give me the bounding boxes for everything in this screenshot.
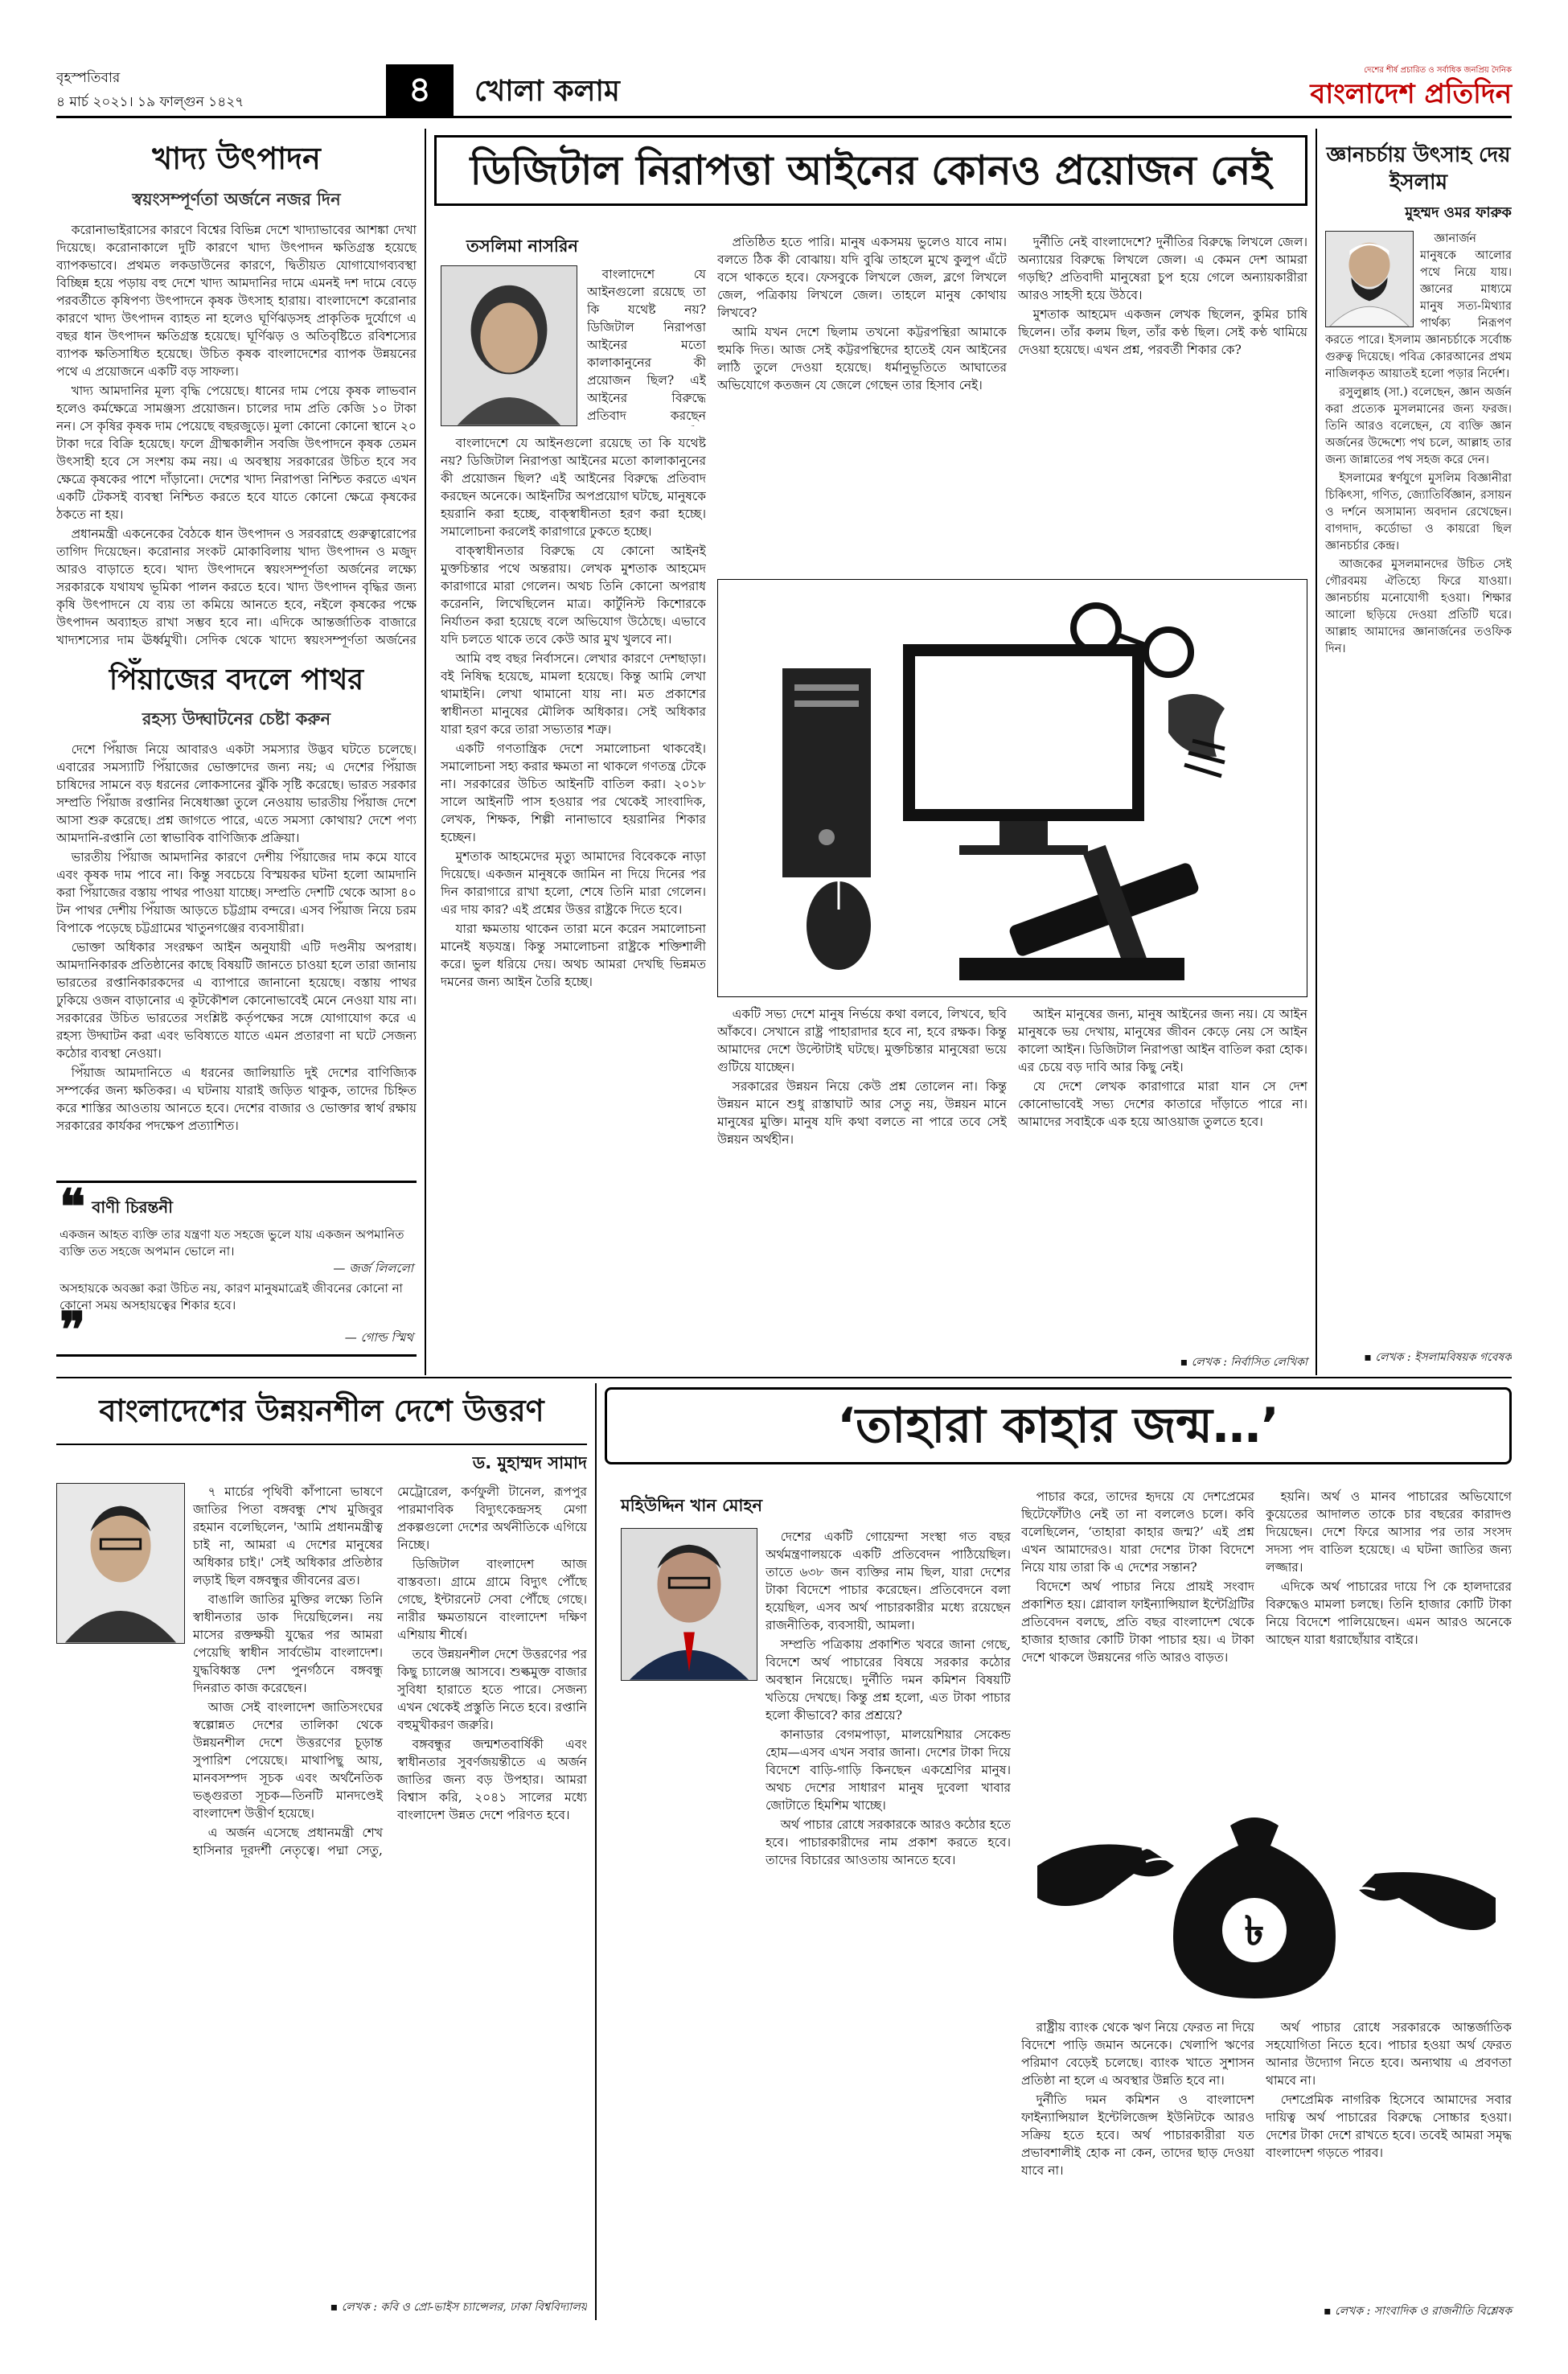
mohin-para: বিদেশে অর্থ পাচার নিয়ে প্রায়ই সংবাদ প্রকাশিত হয়। গ্লোবাল ফাইন্যান্সিয়াল ইন্টেগ্রিটির প্রতিবেদন বলছে, প্রতি বছর বাংলাদেশ থেকে হাজার হাজার কোটি টাকা পাচার হয়। এ টাকা দেশে থাকলে উন্নয়নের গতি আরও বাড়ত। xyxy=(1021,1579,1254,1665)
main-para: আইন মানুষের জন্য, মানুষ আইনের জন্য নয়। যে আইন মানুষকে ভয় দেখায়, মানুষের জীবন কেড়ে নেয় সে আইন কালো আইন। ডিজিটাল নিরাপত্তা আইন বাতিল করা হোক। এর চেয়ে বড় দাবি আর কিছু নেই। xyxy=(1018,1007,1307,1074)
main-col-3-bottom xyxy=(1018,1005,1307,1343)
bd-para: তবে উন্নয়নশীল দেশে উত্তরণের পর কিছু চ্যালেঞ্জ আসবে। শুল্কমুক্ত বাজার সুবিধা হারাতে হতে পারে। সেজন্য এখন থেকেই প্রস্তুতি নিতে হবে। রপ্তানি বহুমুখীকরণ জরুরি। xyxy=(397,1647,587,1732)
illustration-digital-law xyxy=(717,579,1307,997)
brand-name: বাংলাদেশ প্রতিদিন xyxy=(1310,78,1512,110)
islam-para: ইসলামের স্বর্ণযুগে মুসলিম বিজ্ঞানীরা চিকিৎসা, গণিত, জ্যোতির্বিজ্ঞান, রসায়ন ও দর্শনে অসামান্য অবদান রেখেছেন। বাগদাদ, কর্ডোভা ও কায়রো ছিল জ্ঞানচর্চার কেন্দ্র। xyxy=(1325,472,1512,552)
food-subtitle: স্বয়ংসম্পূর্ণতা অর্জনে নজর দিন xyxy=(132,190,341,209)
quote-2: অসহায়কে অবজ্ঞা করা উচিত নয়, কারণ মানুষমাত্রেই জীবনের কোনো না কোনো সময় অসহায়ত্বের শিকার হবে। xyxy=(60,1281,403,1312)
bd-para: আজ সেই বাংলাদেশ জাতিসংঘের স্বল্পোন্নত দেশের তালিকা থেকে উন্নয়নশীল দেশে উত্তরণের চূড়ান্ত সুপারিশ পেয়েছে। মাথাপিছু আয়, মানবসম্পদ সূচক এবং অর্থনৈতিক ভঙ্গুরতা সূচক—তিনটি মানদণ্ডেই বাংলাদেশ উত্তীর্ণ হয়েছে। xyxy=(193,1700,383,1821)
money-bag-hands-icon xyxy=(1021,1769,1512,2011)
mohin-byline: মহিউদ্দিন খান মোহন xyxy=(621,1496,763,1515)
bd-para: এ অর্জন এসেছে প্রধানমন্ত্রী শেখ হাসিনার দূরদর্শী নেতৃত্বে। পদ্মা সেতু, মেট্রোরেল, কর্ণফুলী টানেল, রূপপুর পারমাণবিক বিদ্যুৎকেন্দ্রসহ মেগা প্রকল্পগুলো দেশের অর্থনীতিকে এগিয়ে নিচ্ছে। xyxy=(193,1485,587,1858)
onion-title: পিঁয়াজের বদলে পাথর xyxy=(109,663,364,696)
quote-box xyxy=(56,1181,417,1372)
onion-para: পিঁয়াজ আমদানিতে এ ধরনের জালিয়াতি দুই দেশের বাণিজ্যিক সম্পর্কের জন্য ক্ষতিকর। এ ঘটনায় যারাই জড়িত থাকুক, তাদের চিহ্নিত করে শাস্তির আওতায় আনতে হবে। দেশের বাজার ও ভোক্তার স্বার্থ রক্ষায় সরকারের কার্যকর পদক্ষেপ প্রত্যাশিত। xyxy=(56,1066,417,1133)
quote-1: একজন আহত ব্যক্তি তার যন্ত্রণা যত সহজে ভুলে যায় একজন অপমানিত ব্যক্তি তত সহজে অপমান ভোলে না। xyxy=(60,1227,404,1259)
main-para: সরকারের উন্নয়ন নিয়ে কেউ প্রশ্ন তোলেন না। কিন্তু উন্নয়ন মানে শুধু রাস্তাঘাট আর সেতু নয়, উন্নয়ন মানে মানুষের মুক্তি। মানুষ যদি কথা বলতে না পারে তবে সেই উন্নয়ন অর্থহীন। xyxy=(717,1079,1007,1147)
bd-author-note: ▪ লেখক : কবি ও প্রো-ভাইস চ্যান্সেলর, ঢাকা বিশ্ববিদ্যালয় xyxy=(330,2301,587,2314)
onion-para: দেশে পিঁয়াজ নিয়ে আবারও একটা সমস্যার উদ্ভব ঘটতে চলেছে। এবারের সমস্যাটি পিঁয়াজের ভোক্তাদের জন্য নয়; এ দেশের পিঁয়াজ চাষিদের সামনে বড় ধরনের লোকসানের ঝুঁকি সৃষ্টি করেছে। ভারত সরকার সম্প্রতি পিঁয়াজ রপ্তানির নিষেধাজ্ঞা তুলে নেওয়ায় ভারতীয় পিঁয়াজ দেশে আসা শুরু করেছে। প্রশ্ন জাগতে পারে, এতে সমস্যা কোথায়? দেশে পণ্য আমদানি-রপ্তানি তো স্বাভাবিক বাণিজ্যিক প্রক্রিয়া। xyxy=(56,742,417,845)
food-body xyxy=(56,221,417,650)
main-para: বাক্স্বাধীনতার বিরুদ্ধে যে কোনো আইনই মুক্তচিন্তার পথে অন্তরায়। লেখক মুশতাক আহমেদ কারাগারে মারা গেলেন। অথচ তিনি কোনো অপরাধ করেননি, লিখেছিলেন মাত্র। কার্টুনিস্ট কিশোরকে নির্যাতন করা হয়েছে বলে অভিযোগ উঠেছে। এভাবে যদি চলতে থাকে তবে কেউ আর মুখ খুলবে না। xyxy=(441,544,706,647)
masthead-rule xyxy=(56,116,1512,118)
computer-gavel-handcuff-icon xyxy=(718,580,1307,996)
mohin-para: দেশপ্রেমিক নাগরিক হিসেবে আমাদের সবার দায়িত্ব অর্থ পাচারের বিরুদ্ধে সোচ্চার হওয়া। দেশের টাকা দেশে রাখতে হবে। তবেই আমরা সমৃদ্ধ বাংলাদেশ গড়তে পারব। xyxy=(1266,2093,1512,2160)
bd-author-photo xyxy=(56,1483,185,1644)
main-col-1 xyxy=(441,434,706,1367)
mohin-headline-box xyxy=(605,1387,1512,1476)
bd-byline: ড. মুহাম্মদ সামাদ xyxy=(472,1453,587,1472)
islam-para: রসুলুল্লাহ (সা.) বলেছেন, জ্ঞান অর্জন করা প্রত্যেক মুসলমানের জন্য ফরজ। তিনি আরও বলেছেন, যে ব্যক্তি জ্ঞান অর্জনের উদ্দেশ্যে পথ চলে, আল্লাহ তার জন্য জান্নাতের পথ সহজ করে দেন। xyxy=(1325,386,1512,466)
bd-para: বঙ্গবন্ধুর জন্মশতবার্ষিকী এবং স্বাধীনতার সুবর্ণজয়ন্তীতে এ অর্জন জাতির জন্য বড় উপহার। আমরা বিশ্বাস করি, ২০৪১ সালের মধ্যে বাংলাদেশ উন্নত দেশে পরিণত হবে। xyxy=(397,1737,587,1822)
illustration-money-bag xyxy=(1021,1769,1512,2011)
mohin-col-3-bottom xyxy=(1266,2019,1512,2292)
portrait-icon xyxy=(622,1529,757,1680)
onion-subtitle: রহস্য উদ্ঘাটনের চেষ্টা করুন xyxy=(142,709,331,729)
bd-para: ডিজিটাল বাংলাদেশ আজ বাস্তবতা। গ্রামে গ্রামে বিদ্যুৎ পৌঁছে গেছে, ইন্টারনেট সেবা পৌঁছে গেছে। নারীর ক্ষমতায়নে বাংলাদেশ দক্ষিণ এশিয়ায় শীর্ষে। xyxy=(397,1557,587,1642)
masthead-day: বৃহস্পতিবার xyxy=(56,70,121,86)
mohin-author-photo xyxy=(621,1528,757,1681)
bd-body xyxy=(193,1483,587,1859)
main-col-1-top xyxy=(587,265,706,426)
quote-2-author: — গোল্ড স্মিথ xyxy=(344,1330,413,1345)
quote-1-author: — জর্জ লিললো xyxy=(333,1261,413,1275)
mohin-para: অর্থ পাচার রোধে সরকারকে আরও কঠোর হতে হবে। পাচারকারীদের নাম প্রকাশ করতে হবে। তাদের বিচারের আওতায় আনতে হবে। xyxy=(766,1817,1011,1867)
onion-para: ভোক্তা অধিকার সংরক্ষণ আইন অনুযায়ী এটি দণ্ডনীয় অপরাধ। আমদানিকারক প্রতিষ্ঠানের কাছে বিষয়টি জানতে চাওয়া হলে তারা জানায় ভারতের রপ্তানিকারকদের এ ব্যাপারে জানানো হয়েছে। বস্তায় পাথর ঢুকিয়ে ওজন বাড়ানোর এ কূটকৌশল কোনোভাবেই মেনে নেওয়া যায় না। সরকারের উচিত ভারতের সংশ্লিষ্ট কর্তৃপক্ষের সঙ্গে যোগাযোগ করে এ রহস্য উদ্ঘাটন করা এবং ভবিষ্যতে যাতে এমন প্রতারণা না ঘটে সেজন্য কঠোর ব্যবস্থা নেওয়া। xyxy=(56,940,417,1061)
quote-title: বাণী চিরন্তনী xyxy=(92,1197,173,1217)
section-rule xyxy=(56,1377,1512,1378)
close-quote-icon: ❞ xyxy=(60,1302,86,1358)
main-para: মুশতাক আহমেদের মৃত্যু আমাদের বিবেককে নাড়া দিয়েছে। একজন মানুষকে জামিন না দিয়ে দিনের পর দিন কারাগারে রাখা হলো, শেষে তিনি মারা গেলেন। এর দায় কার? এই প্রশ্নের উত্তর রাষ্ট্রকে দিতে হবে। xyxy=(441,849,706,917)
main-para: প্রতিষ্ঠিত হতে পারি। মানুষ একসময় ভুলেও যাবে নাম। বলতে ঠিক কী বোঝায়। যদি বুঝি তাহলে মুখে কুলুপ এঁটে বসে থাকতে হবে। ফেসবুকে লিখলে জেল, ব্লগে লিখলে জেল, পত্রিকায় লিখলে জেল। তাহলে মানুষ কোথায় লিখবে? xyxy=(717,235,1007,320)
mohin-para: রাষ্ট্রীয় ব্যাংক থেকে ঋণ নিয়ে ফেরত না দিয়ে বিদেশে পাড়ি জমান অনেকে। খেলাপি ঋণের পরিমাণ বেড়েই চলেছে। ব্যাংক খাতে সুশাসন প্রতিষ্ঠা না হলে এ অবস্থার উন্নতি হবে না। xyxy=(1021,2020,1254,2088)
main-para: আমি বহু বছর নির্বাসনে। লেখার কারণে দেশছাড়া। বই নিষিদ্ধ হয়েছে, মামলা হয়েছে। কিন্তু আমি লেখা থামাইনি। লেখা থামানো যায় না। মত প্রকাশের স্বাধীনতা মানুষের মৌলিক অধিকার। সেই অধিকার যারা হরণ করে তারা সভ্যতার শত্রু। xyxy=(441,651,706,737)
main-para: আমি যখন দেশে ছিলাম তখনো কট্টরপন্থিরা আমাকে হুমকি দিত। আজ সেই কট্টরপন্থিদের হাতেই যেন আইনের লাঠি তুলে দেওয়া হয়েছে। ধর্মানুভূতিতে আঘাতের অভিযোগে কতজন যে জেলে গেছেন তার হিসাব নেই। xyxy=(717,325,1007,392)
islam-author-note: ▪ লেখক : ইসলামবিষয়ক গবেষক xyxy=(1364,1351,1512,1364)
main-headline-box xyxy=(434,135,1307,216)
portrait-icon xyxy=(441,266,577,425)
mohin-author-note: ▪ লেখক : সাংবাদিক ও রাজনীতি বিশ্লেষক xyxy=(1324,2305,1512,2318)
islam-article xyxy=(1325,142,1512,1372)
mohin-para: সম্প্রতি পত্রিকায় প্রকাশিত খবরে জানা গেছে, বিদেশে অর্থ পাচারের বিষয়ে সরকার কঠোর অবস্থান নিয়েছে। দুর্নীতি দমন কমিশন বিষয়টি খতিয়ে দেখছে। কিন্তু প্রশ্ন হলো, এত টাকা পাচার হলো কীভাবে? কার প্রশ্রয়ে? xyxy=(766,1637,1011,1723)
main-para: দুর্নীতি নেই বাংলাদেশে? দুর্নীতির বিরুদ্ধে লিখলে জেল। অন্যায়ের বিরুদ্ধে লিখলে জেল। এ কেমন দেশ আমরা গড়ছি? প্রতিবাদী মানুষেরা চুপ হয়ে গেলে অন্যায়কারীরা আরও সাহসী হয়ে উঠবে। xyxy=(1018,235,1307,302)
main-para: বাংলাদেশে যে আইনগুলো রয়েছে তা কি যথেষ্ট নয়? ডিজিটাল নিরাপত্তা আইনের মতো কালাকানুনের কী প্রয়োজন ছিল? এই আইনের বিরুদ্ধে প্রতিবাদ করছেন xyxy=(587,267,706,423)
islam-byline: মুহম্মদ ওমর ফারুক xyxy=(1405,204,1512,221)
islam-author-photo xyxy=(1325,231,1414,327)
editorial-onion xyxy=(56,658,417,1173)
mohin-col-1 xyxy=(766,1528,1011,2316)
column-rule xyxy=(595,1383,597,2320)
quote-frame xyxy=(56,1181,417,1357)
svg-text:৳: ৳ xyxy=(1244,1908,1265,1954)
mohin-col-2-bottom xyxy=(1021,2019,1254,2316)
main-col-2-top xyxy=(717,233,1007,571)
onion-para: ভারতীয় পিঁয়াজ আমদানির কারণে দেশীয় পিঁয়াজের দাম কমে যাবে এবং কৃষক দাম পাবে না। কিন্তু সবচেয়ে বিস্ময়কর ঘটনা হলো আমদানি করা পিঁয়াজের বস্তায় পাথর পাওয়া যাচ্ছে। সম্প্রতি দেশটি থেকে আসা ৪০ টন পাথর দেশীয় পিঁয়াজ আড়তে চট্টগ্রাম বন্দরে। এসব পিঁয়াজ নিয়ে চরম বিপাকে পড়েছে চট্টগ্রামের খাতুনগঞ্জের ব্যবসায়ীরা। xyxy=(56,850,417,935)
onion-body xyxy=(56,741,417,1135)
page-number: ৪ xyxy=(386,64,454,116)
mohin-para: এদিকে অর্থ পাচারের দায়ে পি কে হালদারের বিরুদ্ধেও মামলা চলছে। তিনি হাজার কোটি টাকা নিয়ে বিদেশে পালিয়েছেন। এমন আরও অনেকে আছেন যারা ধরাছোঁয়ার বাইরে। xyxy=(1266,1579,1512,1647)
main-para: একটি সভ্য দেশে মানুষ নির্ভয়ে কথা বলবে, লিখবে, ছবি আঁকবে। সেখানে রাষ্ট্র পাহারাদার হবে না, হবে রক্ষক। কিন্তু আমাদের দেশে উল্টোটাই ঘটছে। মুক্তচিন্তার মানুষেরা ভয়ে গুটিয়ে যাচ্ছেন। xyxy=(717,1007,1007,1074)
main-author-note: ▪ লেখক : নির্বাসিত লেখিকা xyxy=(1180,1356,1307,1369)
bd-article xyxy=(56,1387,587,2320)
food-para: প্রধানমন্ত্রী একনেকের বৈঠকে ধান উৎপাদন ও সরবরাহে গুরুত্বারোপের তাগিদ দিয়েছেন। করোনার সংকট মোকাবিলায় খাদ্য উৎপাদন ও মজুদ আরও বাড়াতে হবে। খাদ্য উৎপাদনে স্বয়ংসম্পূর্ণতা অর্জনের লক্ষ্যে সরকারকে যথাযথ ভূমিকা পালন করতে হবে। খাদ্য উৎপাদন বৃদ্ধির জন্য কৃষি উৎপাদনে যে ব্যয় তা কমিয়ে আনতে হবে, নইলে কৃষকের পক্ষে উৎপাদন অব্যাহত রাখা সম্ভব হবে না। এদিকে আন্তর্জাতিক বাজারে খাদ্যশস্যের দাম ঊর্ধ্বমুখী। সেদিক থেকে খাদ্যে স্বয়ংসম্পূর্ণতা অর্জনের xyxy=(56,527,417,647)
main-byline: তসলিমা নাসরিন xyxy=(466,236,578,256)
main-headline: ডিজিটাল নিরাপত্তা আইনের কোনও প্রয়োজন নেই xyxy=(434,135,1307,206)
main-para: যারা ক্ষমতায় থাকেন তারা মনে করেন সমালোচনা মানেই ষড়যন্ত্র। কিন্তু সমালোচনা রাষ্ট্রকে শক্তিশালী করে। ভুল ধরিয়ে দেয়। অথচ আমরা দেখছি ভিন্নমত দমনের জন্য আইন তৈরি হচ্ছে। xyxy=(441,922,706,989)
mohin-para: কানাডার বেগমপাড়া, মালয়েশিয়ার সেকেন্ড হোম—এসব এখন সবার জানা। দেশের টাকা দিয়ে বিদেশে বাড়ি-গাড়ি কিনছেন একশ্রেণির মানুষ। অথচ দেশের সাধারণ মানুষ দুবেলা খাবার জোটাতে হিমশিম খাচ্ছে। xyxy=(766,1727,1011,1813)
author-photo xyxy=(441,265,577,426)
section-title: খোলা কলাম xyxy=(474,75,620,108)
main-para: একটি গণতান্ত্রিক দেশে সমালোচনা থাকবেই। সমালোচনা সহ্য করার ক্ষমতা না থাকলে গণতন্ত্র টেকে না। সরকারের উচিত আইনটি বাতিল করা। ২০১৮ সালে আইনটি পাস হওয়ার পর থেকেই সাংবাদিক, লেখক, শিক্ষক, শিল্পী নানাভাবে হয়রানির শিকার হচ্ছেন। xyxy=(441,741,706,844)
mohin-para: হয়নি। অর্থ ও মানব পাচারের অভিযোগে কুয়েতের আদালত তাকে চার বছরের কারাদণ্ড দিয়েছেন। দেশে ফিরে আসার পর তার সংসদ সদস্য পদ বাতিল হয়েছে। এ ঘটনা জাতির জন্য লজ্জার। xyxy=(1266,1489,1512,1575)
main-col-3-top xyxy=(1018,233,1307,571)
islam-title: জ্ঞানচর্চায় উৎসাহ দেয় ইসলাম xyxy=(1326,143,1511,195)
mohin-title: ‘তাহারা কাহার জন্ম…’ xyxy=(605,1387,1512,1464)
masthead-date: ৪ মার্চ ২০২১। ১৯ ফাল্গুন ১৪২৭ xyxy=(56,94,244,110)
editorial-food xyxy=(56,135,417,650)
brand-tagline: দেশের শীর্ষ প্রচারিত ও সর্বাধিক জনপ্রিয় দৈনিক xyxy=(1364,66,1512,75)
column-rule xyxy=(425,129,426,1375)
mohin-para: অর্থ পাচার রোধে সরকারকে আন্তর্জাতিক সহযোগিতা নিতে হবে। পাচার হওয়া অর্থ ফেরত আনার উদ্যোগ নিতে হবে। অন্যথায় এ প্রবণতা থামবে না। xyxy=(1266,2020,1512,2088)
masthead xyxy=(56,64,1512,121)
bd-para: বাঙালি জাতির মুক্তির লক্ষ্যে তিনি স্বাধীনতার ডাক দিয়েছিলেন। নয় মাসের রক্তক্ষয়ী যুদ্ধের পর আমরা পেয়েছি স্বাধীন সার্বভৌম বাংলাদেশ। যুদ্ধবিধ্বস্ত দেশ পুনর্গঠনে বঙ্গবন্ধু দিনরাত কাজ করেছেন। xyxy=(193,1592,383,1695)
mohin-col-3-top xyxy=(1266,1488,1512,1761)
main-para: বাংলাদেশে যে আইনগুলো রয়েছে তা কি যথেষ্ট নয়? ডিজিটাল নিরাপত্তা আইনের মতো কালাকানুনের কী প্রয়োজন ছিল? এই আইনের বিরুদ্ধে প্রতিবাদ করছেন অনেকে। আইনটির অপপ্রয়োগ ঘটছে, মানুষকে হয়রানি করা হচ্ছে, বাক্স্বাধীনতা হরণ করা হচ্ছে। সমালোচনা করলেই কারাগারে ঢুকতে হচ্ছে। xyxy=(441,436,706,539)
bd-title: বাংলাদেশের উন্নয়নশীল দেশে উত্তরণ xyxy=(56,1387,587,1445)
portrait-icon xyxy=(1326,232,1413,327)
mohin-para: দুর্নীতি দমন কমিশন ও বাংলাদেশ ফাইন্যান্সিয়াল ইন্টেলিজেন্স ইউনিটকে আরও সক্রিয় হতে হবে। অর্থ পাচারকারীরা যত প্রভাবশালীই হোক না কেন, তাদের ছাড় দেওয়া যাবে না। xyxy=(1021,2093,1254,2178)
bd-para: ৭ মার্চের পৃথিবী কাঁপানো ভাষণে জাতির পিতা বঙ্গবন্ধু শেখ মুজিবুর রহমান বলেছিলেন, 'আমি প্রধানমন্ত্রীত্ব চাই না, আমরা এ দেশের মানুষের অধিকার চাই।' সেই অধিকার প্রতিষ্ঠার লড়াই ছিল বঙ্গবন্ধুর জীবনের ব্রত। xyxy=(193,1485,383,1587)
brand-logo xyxy=(1238,64,1512,114)
main-para: মুশতাক আহমেদ একজন লেখক ছিলেন, কুমির চাষি ছিলেন। তাঁর কলম ছিল, তাঁর কণ্ঠ ছিল। সেই কণ্ঠ থামিয়ে দেওয়া হয়েছে। এখন প্রশ্ন, পরবর্তী শিকার কে? xyxy=(1018,307,1307,357)
column-rule xyxy=(1316,129,1317,1375)
main-para: যে দেশে লেখক কারাগারে মারা যান সে দেশ কোনোভাবেই সভ্য দেশের কাতারে দাঁড়াতে পারে না। আমাদের সবাইকে এক হয়ে আওয়াজ তুলতে হবে। xyxy=(1018,1079,1307,1129)
islam-para: জ্ঞানার্জন মানুষকে আলোর পথে নিয়ে যায়। জ্ঞানের মাধ্যমে মানুষ সত্য-মিথ্যার পার্থক্য নিরূপণ করতে পারে। ইসলাম জ্ঞানচর্চাকে সর্বোচ্চ গুরুত্ব দিয়েছে। পবিত্র কোরআনের প্রথম নাজিলকৃত আয়াতই হলো পড়ার নির্দেশ। xyxy=(1325,232,1512,380)
open-quote-icon: ❝ xyxy=(60,1181,86,1235)
portrait-icon xyxy=(57,1484,184,1643)
food-para: খাদ্য আমদানির মূল্য বৃদ্ধি পেয়েছে। ধানের দাম পেয়ে কৃষক লাভবান হলেও কর্মক্ষেত্রে সামঞ্জস্য প্রয়োজন। চালের দাম প্রতি কেজি ১০ টাকা নন। সে কৃষির কৃষক দাম পেয়েছে বছরজুড়ে। মুলা কোনো কোনো স্থানে ২০ টাকা দরে বিক্রি হয়েছে। ফলে গ্রীষ্মকালীন সবজি উৎপাদনে কৃষক তেমন উৎসাহী হবে সে সংশয় কম নয়। এ অবস্থায় সরকারের উচিত হবে সব ক্ষেত্রে কৃষকের পাশে দাঁড়ানো। দেশের খাদ্য নিরাপত্তা নিশ্চিত করতে এখন একটি টেকসই ব্যবস্থা নিশ্চিত করতে হবে যাতে কোনো ক্ষেত্রে কৃষকের ঠকতে না হয়। xyxy=(56,384,417,522)
main-col-2-bottom xyxy=(717,1005,1007,1343)
mohin-para: পাচার করে, তাদের হৃদয়ে যে দেশপ্রেমের ছিটেফোঁটাও নেই তা না বললেও চলে। কবি বলেছিলেন, ‘তাহারা কাহার জন্ম?’ এই প্রশ্ন এখন আমাদেরও। যারা দেশের টাকা বিদেশে নিয়ে যায় তারা কি এ দেশের সন্তান? xyxy=(1021,1489,1254,1575)
islam-para: আজকের মুসলমানদের উচিত সেই গৌরবময় ঐতিহ্যে ফিরে যাওয়া। জ্ঞানচর্চায় মনোযোগী হওয়া। শিক্ষার আলো ছড়িয়ে দেওয়া প্রতিটি ঘরে। আল্লাহ আমাদের জ্ঞানার্জনের তওফিক দিন। xyxy=(1325,558,1512,655)
food-title: খাদ্য উৎপাদন xyxy=(152,141,321,176)
mohin-para: দেশের একটি গোয়েন্দা সংস্থা গত বছর অর্থমন্ত্রণালয়কে একটি প্রতিবেদন পাঠিয়েছিল। তাতে ৬৩৮ জন ব্যক্তির নাম ছিল, যারা দেশের টাকা বিদেশে পাচার করেছেন। প্রতিবেদনে বলা হয়েছিল, এসব অর্থ পাচারকারীর মধ্যে রয়েছেন রাজনীতিক, ব্যবসায়ী, আমলা। xyxy=(766,1530,1011,1633)
mohin-col-2-top xyxy=(1021,1488,1254,1761)
food-para: করোনাভাইরাসের কারণে বিশ্বের বিভিন্ন দেশে খাদ্যাভাবের আশঙ্কা দেখা দিয়েছে। করোনাকালে দুটি কারণে খাদ্য উৎপাদন ক্ষতিগ্রস্ত হয়েছে ব্যাপকভাবে। প্রথমত লকডাউনের কারণে, দ্বিতীয়ত যোগাযোগব্যবস্থা বিচ্ছিন্ন হয়ে পড়ায় বহু দেশে খাদ্য আমদানির দামে এমনই দশ দামে বেড়ে পরবর্তীতে কৃষিপণ্য উৎপাদনে কৃষক উৎসাহ হারায়। বাংলাদেশে করোনার কারণে খাদ্য উৎপাদন ব্যাহত না হলেও ঘূর্ণিঝড়সহ প্রাকৃতিক দুর্যোগে এ বছর ধান উৎপাদন ক্ষতিগ্রস্ত হয়েছে। ঘূর্ণিঝড় ও অতিবৃষ্টিতে রবিশস্যের ব্যাপক ক্ষতিসাধিত হয়েছে। উচিত কৃষক বাংলাদেশের ব্যাপক উন্নয়নের পথে এ প্রয়োজনে একটি বড় সাফল্য। xyxy=(56,223,417,379)
